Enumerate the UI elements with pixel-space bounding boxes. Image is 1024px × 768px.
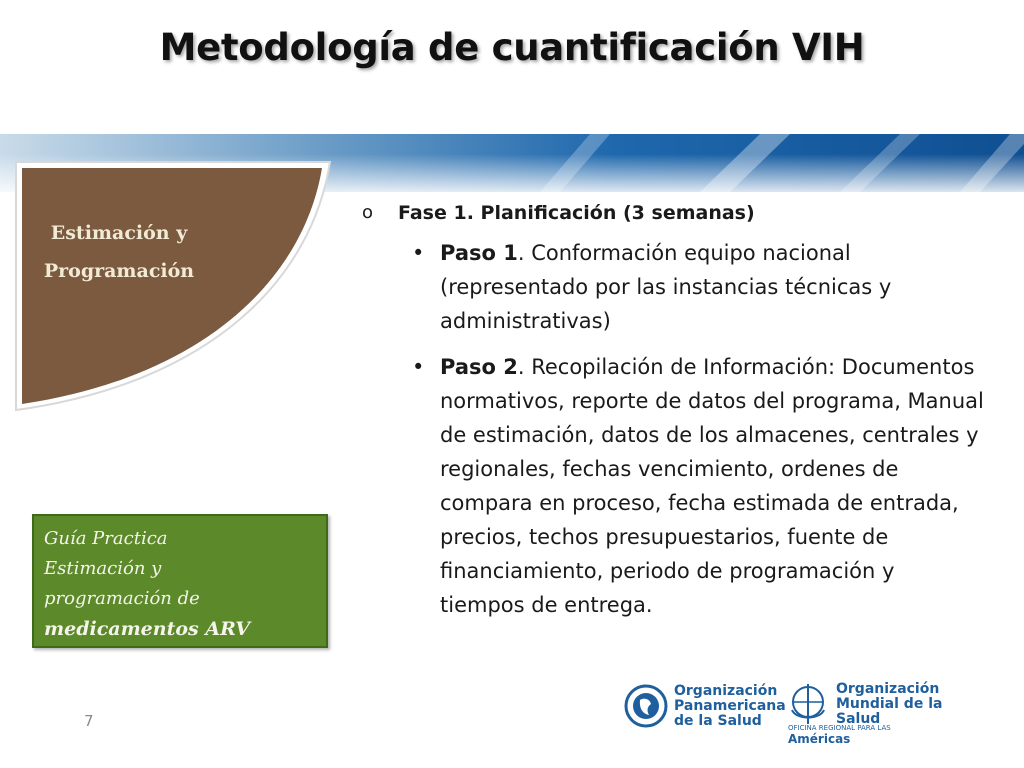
oms-name-2: Mundial de la Salud <box>836 696 943 727</box>
who-emblem-icon <box>786 680 830 728</box>
phase-item <box>360 202 1010 224</box>
step-description: . Conformación equipo nacional (representado por las instancias técnicas y administrativas) <box>440 241 892 333</box>
ops-name-3: de la Salud <box>674 713 762 729</box>
step-item <box>412 350 1010 622</box>
phase-label: Fase 1. Planificación (3 semanas) <box>398 202 755 224</box>
step-item <box>412 236 1010 338</box>
oms-logo <box>786 676 952 746</box>
guide-line-1: Guía Practica <box>44 528 168 549</box>
guide-line-4: medicamentos ARV <box>44 618 250 640</box>
step-text <box>440 350 985 622</box>
oms-regional-label: OFICINA REGIONAL PARA LAS <box>788 724 891 732</box>
step-label: Paso 1 <box>440 241 518 265</box>
step-text <box>440 236 985 338</box>
panel-line-2: Programación <box>43 260 195 282</box>
bullet-icon: • <box>412 355 425 379</box>
guide-line-2: Estimación y <box>44 558 162 579</box>
step-label: Paso 2 <box>440 355 518 379</box>
section-panel-label <box>24 214 214 290</box>
content-body <box>360 200 1010 622</box>
phase-marker: o <box>362 202 374 223</box>
ops-logo <box>624 680 786 732</box>
step-description: . Recopilación de Información: Documentos normativos, reporte de datos del programa, Manual de estimación, datos de los almacenes, centrales y regionales, fechas vencimiento, ordenes de compara en proceso, fecha estimada de entrada, precios, techos presupuestarios, fuente de financiamiento, periodo de programación y tiempos de entrega. <box>440 355 984 617</box>
guide-line-3: programación de <box>44 588 200 609</box>
bullet-icon: • <box>412 241 425 265</box>
oms-name-1: Organización <box>836 681 940 697</box>
ops-name-2: Panamericana <box>674 698 786 714</box>
ops-globe-icon <box>624 682 668 730</box>
oms-americas-label: Américas <box>788 732 851 746</box>
slide-title: Metodología de cuantificación VIH <box>159 26 865 69</box>
panel-line-1: Estimación y <box>50 222 188 244</box>
page-number: 7 <box>84 712 94 730</box>
guide-box <box>32 514 328 648</box>
ops-name-1: Organización <box>674 683 778 699</box>
